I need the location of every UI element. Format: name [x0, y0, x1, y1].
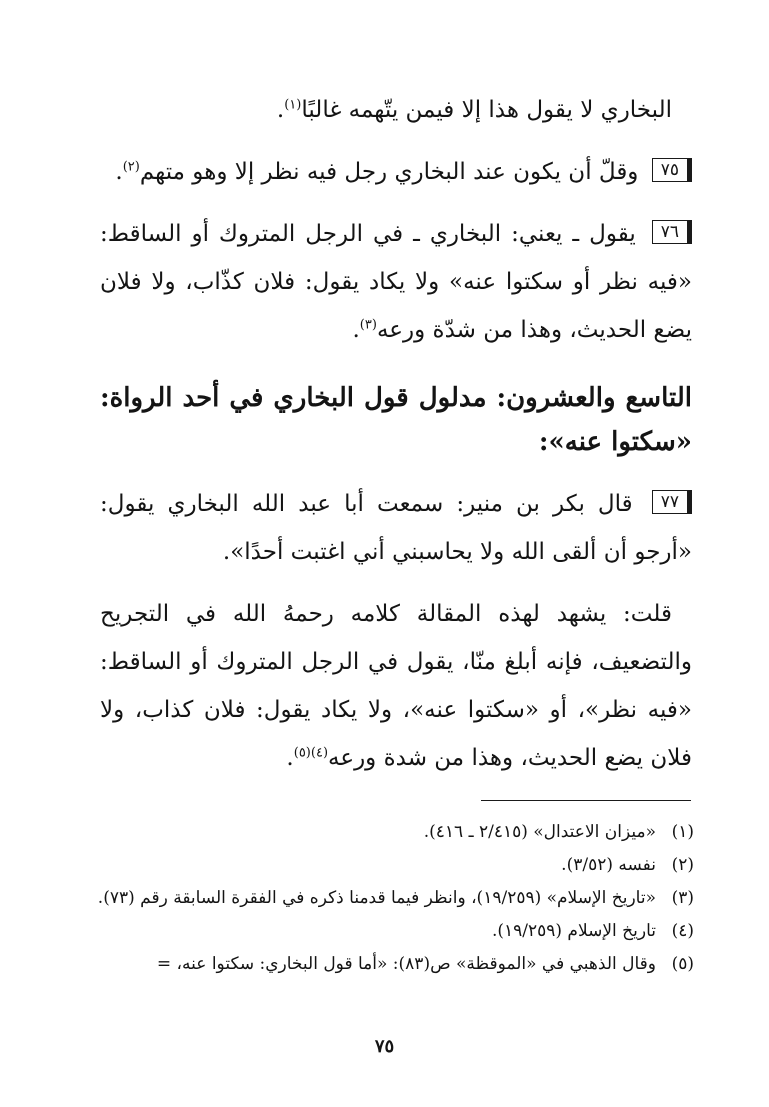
footnote-text: نفسه (٣/٥٢).: [561, 855, 656, 875]
footnote-3: [96, 882, 694, 915]
footnote-number: (٥): [671, 954, 694, 974]
footnote-number: (١): [671, 822, 694, 842]
paragraph-76: [100, 210, 692, 354]
footnote-ref: (١): [284, 97, 302, 113]
punctuation: .: [276, 97, 285, 123]
paragraph-text: وقلّ أن يكون عند البخاري رجل فيه نظر إلا وهو متهم: [139, 159, 639, 185]
footnote-text: «ميزان الاعتدال» (٢/٤١٥ ـ ٤١٦).: [423, 822, 656, 842]
paragraph-number-box: ٧٦: [652, 220, 692, 244]
commentary-paragraph: [100, 590, 692, 782]
punctuation: .: [115, 159, 123, 185]
punctuation: .: [286, 745, 294, 771]
footnote-text: «تاريخ الإسلام» (١٩/٢٥٩)، وانظر فيما قدمنا ذكره في الفقرة السابقة رقم (٧٣).: [97, 888, 656, 908]
footnote-5: [96, 948, 694, 981]
footnote-ref: (٣): [359, 317, 377, 333]
footnote-1: [96, 816, 694, 849]
page-number: ٧٥: [374, 1036, 395, 1057]
paragraph-text: قلت: يشهد لهذه المقالة كلامه رحمهُ الله في التجريح والتضعيف، فإنه أبلغ منّا، يقول في الرجل المتروك أو الساقط: «فيه نظر»، أو «سكتوا عنه»، ولا يكاد يقول: فلان كذاب، ولا فلان يضع الحديث، وهذا من شدة ورعه: [100, 601, 692, 771]
section-heading: التاسع والعشرون: مدلول قول البخاري في أحد الرواة: «سكتوا عنه»:: [100, 383, 692, 457]
footnote-ref: (٢): [122, 159, 140, 175]
footnote-number: (٢): [671, 855, 694, 875]
footnote-number: (٣): [671, 888, 694, 908]
footnote-text: تاريخ الإسلام (١٩/٢٥٩).: [491, 921, 656, 941]
paragraph-75: [100, 148, 692, 196]
paragraph-77: [100, 480, 692, 576]
footnote-2: [96, 849, 694, 882]
footnotes: [96, 816, 694, 981]
punctuation: .: [352, 317, 360, 343]
footnote-separator: [481, 800, 691, 801]
paragraph-text: يقول ـ يعني: البخاري ـ في الرجل المتروك أو الساقط: «فيه نظر أو سكتوا عنه» ولا يكاد يقول: فلان كذّاب، ولا فلان يضع الحديث، وهذا من شدّة ورعه: [100, 221, 692, 343]
footnote-text: وقال الذهبي في «الموقظة» ص(٨٣): «أما قول البخاري: سكتوا عنه، =: [156, 954, 656, 974]
paragraph-text: قال بكر بن منير: سمعت أبا عبد الله البخاري يقول: «أرجو أن ألقى الله ولا يحاسبني أني اغتبت أحدًا».: [100, 491, 692, 565]
paragraph-number-box: ٧٧: [652, 490, 692, 514]
paragraph-number-box: ٧٥: [652, 158, 692, 182]
main-text: [100, 86, 692, 796]
footnote-ref: (٤)(٥): [293, 745, 329, 761]
footnote-4: [96, 915, 694, 948]
paragraph-74-continuation: [100, 86, 692, 134]
paragraph-text: البخاري لا يقول هذا إلا فيمن يتّهمه غالبًا: [301, 97, 672, 123]
footnote-number: (٤): [671, 921, 694, 941]
